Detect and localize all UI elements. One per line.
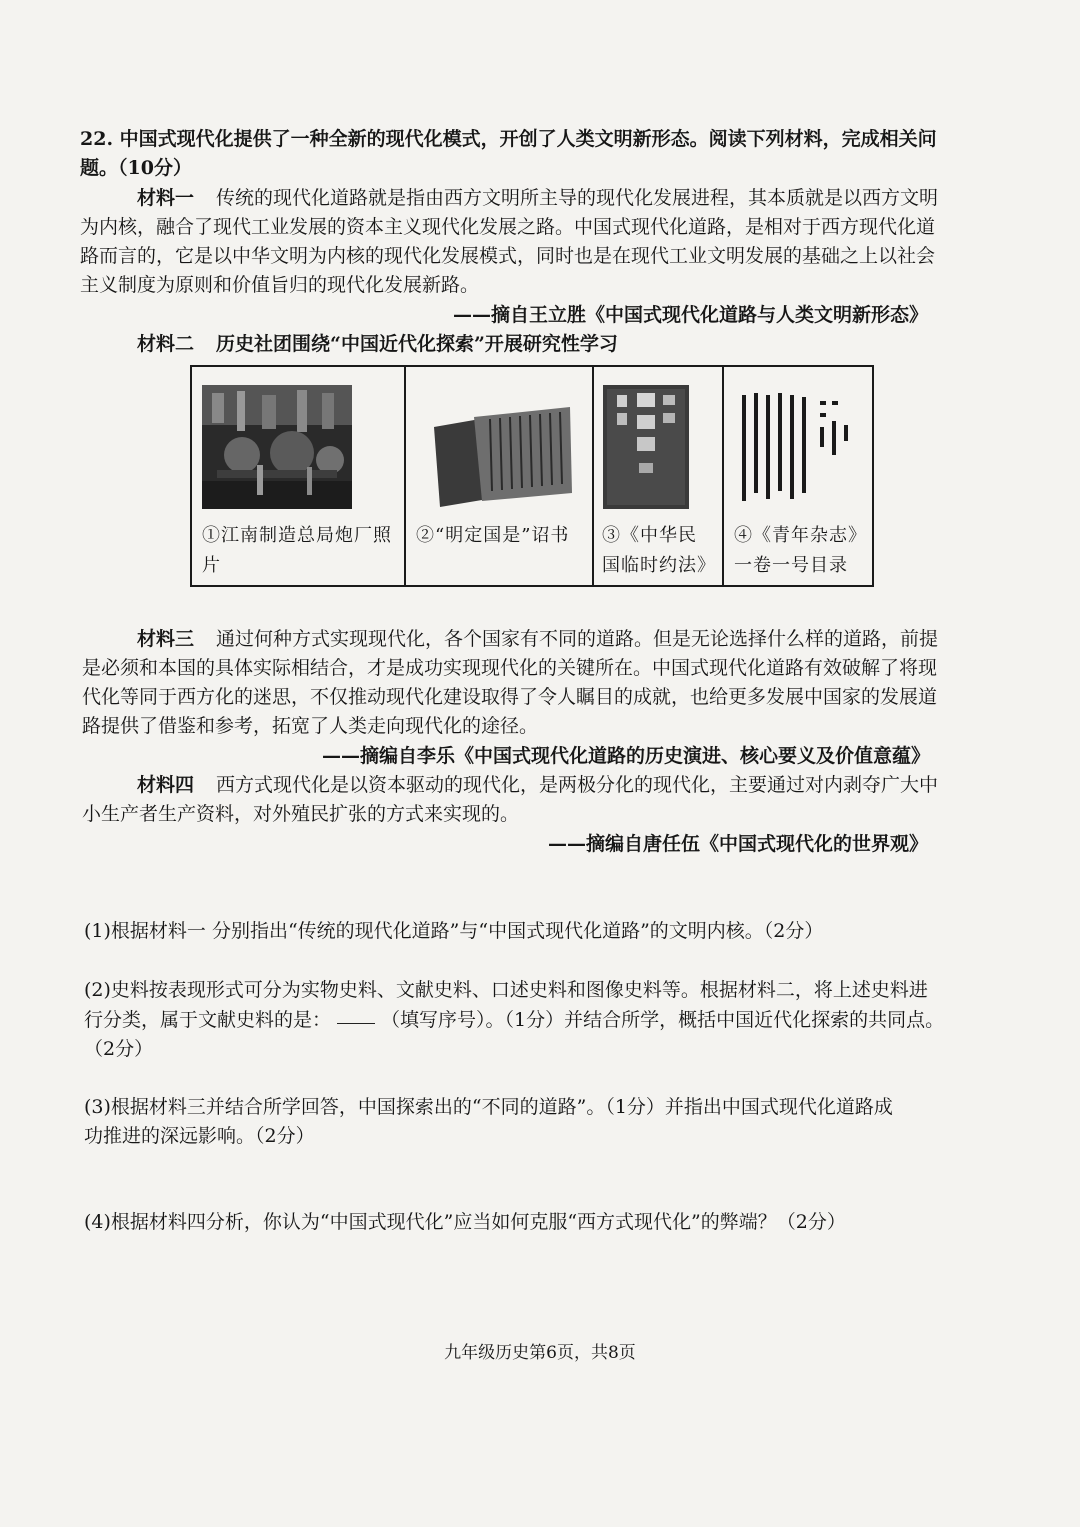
constitution-cover-image bbox=[603, 385, 689, 509]
material1-text-line4: 主义制度为原则和价值旨归的现代化发展新路。 bbox=[80, 274, 480, 296]
material2-cell-2 bbox=[405, 366, 593, 586]
caption-2: ②“明定国是”诏书 bbox=[416, 525, 570, 546]
answer-blank[interactable] bbox=[337, 1023, 375, 1024]
caption-4: ④《青年杂志》一卷一号目录 bbox=[734, 525, 858, 576]
caption-3: ③《中华民国临时约法》 bbox=[602, 525, 716, 576]
subquestion-2-line1: (2)史料按表现形式可分为实物史料、文献史料、口述史料和图像史料等。根据材料二，将上述史料进 bbox=[84, 979, 928, 1001]
material4-label: 材料四 bbox=[137, 774, 195, 796]
material3-text-line2: 是必须和本国的具体实际相结合，才是成功实现现代化的关键所在。中国式现代化道路有效破解了将现 bbox=[82, 657, 938, 679]
material4-text-line1: 西方式现代化是以资本驱动的现代化，是两极分化的现代化，主要通过对内剥夺广大中 bbox=[216, 774, 939, 796]
material1-label: 材料一 bbox=[137, 187, 195, 209]
material4-source: ——摘编自唐任伍《中国式现代化的世界观》 bbox=[547, 833, 928, 855]
subquestion-2-line2-suffix: （填写序号）。（1分）并结合所学，概括中国近代化探索的共同点。 bbox=[381, 1009, 945, 1031]
material1-first-line bbox=[137, 183, 938, 213]
magazine-contents-image bbox=[734, 391, 860, 505]
question-title-line1: 22. 中国式现代化提供了一种全新的现代化模式，开创了人类文明新形态。阅读下列材料，完成相关问 bbox=[80, 128, 937, 150]
material4-first-line bbox=[137, 770, 938, 800]
material2-text: 历史社团围绕“中国近代化探索”开展研究性学习 bbox=[216, 333, 618, 355]
page-footer: 九年级历史第6页，共8页 bbox=[444, 1343, 636, 1363]
subquestion-3-line2: 功推进的深远影响。（2分） bbox=[84, 1125, 315, 1147]
factory-photo-image bbox=[202, 385, 352, 509]
subquestion-3-line1: (3)根据材料三并结合所学回答，中国探索出的“不同的道路”。（1分）并指出中国式现代化道路成 bbox=[84, 1096, 893, 1118]
material1-text-line3: 路而言的，它是以中华文明为内核的现代化发展模式，同时也是在现代工业文明发展的基础之上以社会 bbox=[80, 245, 936, 267]
caption-1: ①江南制造总局炮厂照片 bbox=[202, 525, 392, 576]
material1-text-line2: 为内核，融合了现代工业发展的资本主义现代化发展之路。中国式现代化道路，是相对于西方现代化道 bbox=[80, 216, 936, 238]
material2-cell-1 bbox=[191, 366, 405, 586]
material2-image-table bbox=[190, 365, 874, 587]
subquestion-1: (1)根据材料一 分别指出“传统的现代化道路”与“中国式现代化道路”的文明内核。（2分） bbox=[84, 920, 824, 942]
subquestion-4: (4)根据材料四分析，你认为“中国式现代化”应当如何克服“西方式现代化”的弊端？（2分） bbox=[84, 1211, 846, 1233]
material3-label: 材料三 bbox=[137, 628, 195, 650]
question-title-line2: 题。（10分） bbox=[80, 157, 192, 179]
material2-heading bbox=[137, 329, 618, 359]
material2-cell-4 bbox=[723, 366, 873, 586]
material1-text-line1: 传统的现代化道路就是指由西方文明所主导的现代化发展进程，其本质就是以西方文明 bbox=[216, 187, 939, 209]
edict-document-image bbox=[432, 407, 574, 507]
subquestion-2-line2 bbox=[84, 1005, 944, 1035]
material2-cell-3 bbox=[593, 366, 723, 586]
material3-first-line bbox=[137, 624, 938, 654]
material3-text-line3: 代化等同于西方化的迷思，不仅推动现代化建设取得了令人瞩目的成就，也给更多发展中国家的发展道 bbox=[82, 686, 938, 708]
material3-text-line4: 路提供了借鉴和参考，拓宽了人类走向现代化的途径。 bbox=[82, 715, 539, 737]
material1-source: ——摘自王立胜《中国式现代化道路与人类文明新形态》 bbox=[452, 304, 928, 326]
material2-label: 材料二 bbox=[137, 333, 195, 355]
material3-source: ——摘编自李乐《中国式现代化道路的历史演进、核心要义及价值意蕴》 bbox=[321, 745, 930, 767]
subquestion-2-line3: （2分） bbox=[84, 1038, 154, 1060]
material4-text-line2: 小生产者生产资料，对外殖民扩张的方式来实现的。 bbox=[82, 803, 520, 825]
subquestion-2-line2-prefix: 行分类，属于文献史料的是： bbox=[84, 1009, 332, 1031]
material3-text-line1: 通过何种方式实现现代化，各个国家有不同的道路。但是无论选择什么样的道路，前提 bbox=[216, 628, 939, 650]
